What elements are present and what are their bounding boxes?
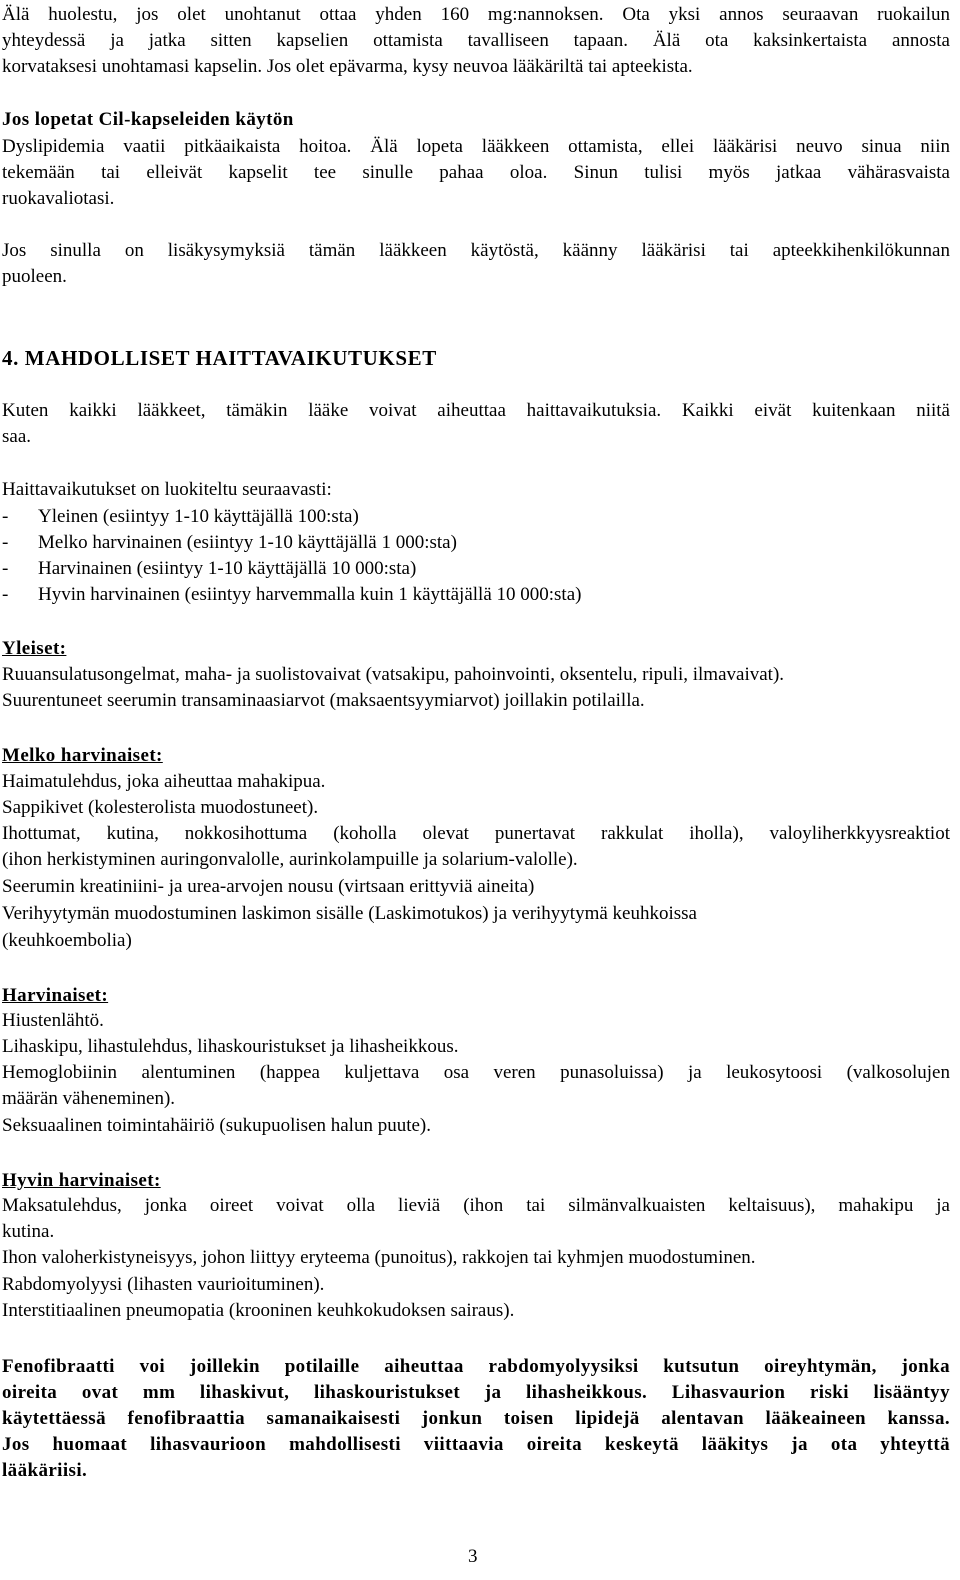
warning-line: lääkäriisi.: [2, 1460, 88, 1481]
rare-line: Lihaskipu, lihastulehdus, lihaskouristukset ja lihasheikkous.: [2, 1036, 459, 1057]
section-intro-line: Kuten kaikki lääkkeet, tämäkin lääke voivat aiheuttaa haittavaikutuksia. Kaikki eivät kuitenkaan niitä: [2, 400, 950, 421]
rare-line: Hiustenlähtö.: [2, 1010, 104, 1031]
intro-line: yhteydessä ja jatka sitten kapselien ottamista tavalliseen tapaan. Älä ota kaksinkertaista annosta: [2, 30, 950, 51]
uncommon-heading: Melko harvinaiset:: [2, 745, 163, 766]
classification-text: Melko harvinainen (esiintyy 1-10 käyttäjällä 1 000:sta): [38, 532, 457, 553]
very-rare-line: Rabdomyolyysi (lihasten vaurioituminen).: [2, 1274, 325, 1295]
dash-mark: -: [2, 532, 9, 553]
very-rare-line: Ihon valoherkistyneisyys, johon liittyy eryteema (punoitus), rakkojen tai kyhmjen muodostuminen.: [2, 1247, 756, 1268]
uncommon-line: Verihyytymän muodostuminen laskimon sisälle (Laskimotukos) ja verihyytymä keuhkoissa: [2, 903, 697, 924]
very-rare-heading: Hyvin harvinaiset:: [2, 1170, 161, 1191]
uncommon-line: (ihon herkistyminen auringonvalolle, aurinkolampuille ja solarium-valolle).: [2, 849, 578, 870]
section-intro-line: saa.: [2, 426, 32, 447]
classification-item: [2, 584, 581, 606]
dash-mark: -: [2, 506, 9, 527]
classification-item: [2, 532, 457, 554]
rare-line: Seksuaalinen toimintahäiriö (sukupuolisen halun puute).: [2, 1115, 432, 1136]
intro-line: korvataksesi unohtamasi kapselin. Jos olet epävarma, kysy neuvoa lääkäriltä tai apteekista.: [2, 56, 693, 77]
classification-text: Yleinen (esiintyy 1-10 käyttäjällä 100:sta): [38, 506, 359, 527]
stopping-line: ruokavaliotasi.: [2, 188, 115, 209]
classification-item: [2, 558, 416, 580]
warning-line: Fenofibraatti voi joillekin potilaille aiheuttaa rabdomyolyysiksi kutsutun oireyhtymän, jonka: [2, 1356, 950, 1377]
stopping-line: tekemään tai elleivät kapselit tee sinulle pahaa oloa. Sinun tulisi myös jatkaa vähärasvaista: [2, 162, 950, 183]
uncommon-line: Ihottumat, kutina, nokkosihottuma (koholla olevat punertavat rakkulat iholla), valoyliherkkyysreaktiot: [2, 823, 950, 844]
intro-line: Älä huolestu, jos olet unohtanut ottaa yhden 160 mg:nannoksen. Ota yksi annos seuraavan ruokailun: [2, 4, 950, 25]
classification-title: Haittavaikutukset on luokiteltu seuraavasti:: [2, 479, 332, 500]
classification-text: Hyvin harvinainen (esiintyy harvemmalla kuin 1 käyttäjällä 10 000:sta): [38, 584, 582, 605]
very-rare-line: kutina.: [2, 1221, 55, 1242]
section-heading: 4. MAHDOLLISET HAITTAVAIKUTUKSET: [2, 346, 437, 370]
stopping-line: Dyslipidemia vaatii pitkäaikaista hoitoa. Älä lopeta lääkkeen ottamista, ellei lääkärisi neuvo sinua niin: [2, 136, 950, 157]
common-heading: Yleiset:: [2, 638, 67, 659]
rare-line: Hemoglobiinin alentuminen (happea kuljettava osa veren punasoluissa) ja leukosytoosi (valkosolujen: [2, 1062, 950, 1083]
warning-line: käytettäessä fenofibraattia samanaikaisesti jonkun toisen lipidejä alentavan lääkeaineen kanssa.: [2, 1408, 950, 1429]
warning-line: Jos huomaat lihasvaurioon mahdollisesti viittaavia oireita keskeytä lääkitys ja ota yhteyttä: [2, 1434, 950, 1455]
stopping-heading: Jos lopetat Cil-kapseleiden käytön: [2, 109, 294, 130]
common-line: Ruuansulatusongelmat, maha- ja suolistovaivat (vatsakipu, pahoinvointi, oksentelu, ripuli, ilmavaivat).: [2, 664, 785, 685]
questions-line: Jos sinulla on lisäkysymyksiä tämän lääkkeen käytöstä, käänny lääkärisi tai apteekkihenkilökunnan: [2, 240, 950, 261]
rare-line: määrän väheneminen).: [2, 1088, 176, 1109]
uncommon-line: Sappikivet (kolesterolista muodostuneet).: [2, 797, 319, 818]
uncommon-line: Haimatulehdus, joka aiheuttaa mahakipua.: [2, 771, 326, 792]
uncommon-line: Seerumin kreatiniini- ja urea-arvojen nousu (virtsaan erittyviä aineita): [2, 876, 535, 897]
very-rare-line: Maksatulehdus, jonka oireet voivat olla lieviä (ihon tai silmänvalkuaisten keltaisuus), mahakipu ja: [2, 1195, 950, 1216]
classification-text: Harvinainen (esiintyy 1-10 käyttäjällä 10 000:sta): [38, 558, 417, 579]
classification-item: [2, 506, 359, 528]
common-line: Suurentuneet seerumin transaminaasiarvot (maksaentsyymiarvot) joillakin potilailla.: [2, 690, 645, 711]
questions-line: puoleen.: [2, 266, 67, 287]
rare-heading: Harvinaiset:: [2, 985, 109, 1006]
page-number: 3: [468, 1546, 478, 1567]
dash-mark: -: [2, 584, 9, 605]
dash-mark: -: [2, 558, 9, 579]
very-rare-line: Interstitiaalinen pneumopatia (krooninen keuhkokudoksen sairaus).: [2, 1300, 515, 1321]
uncommon-line: (keuhkoembolia): [2, 930, 132, 951]
warning-line: oireita ovat mm lihaskivut, lihaskouristukset ja lihasheikkous. Lihasvaurion riski lisääntyy: [2, 1382, 950, 1403]
